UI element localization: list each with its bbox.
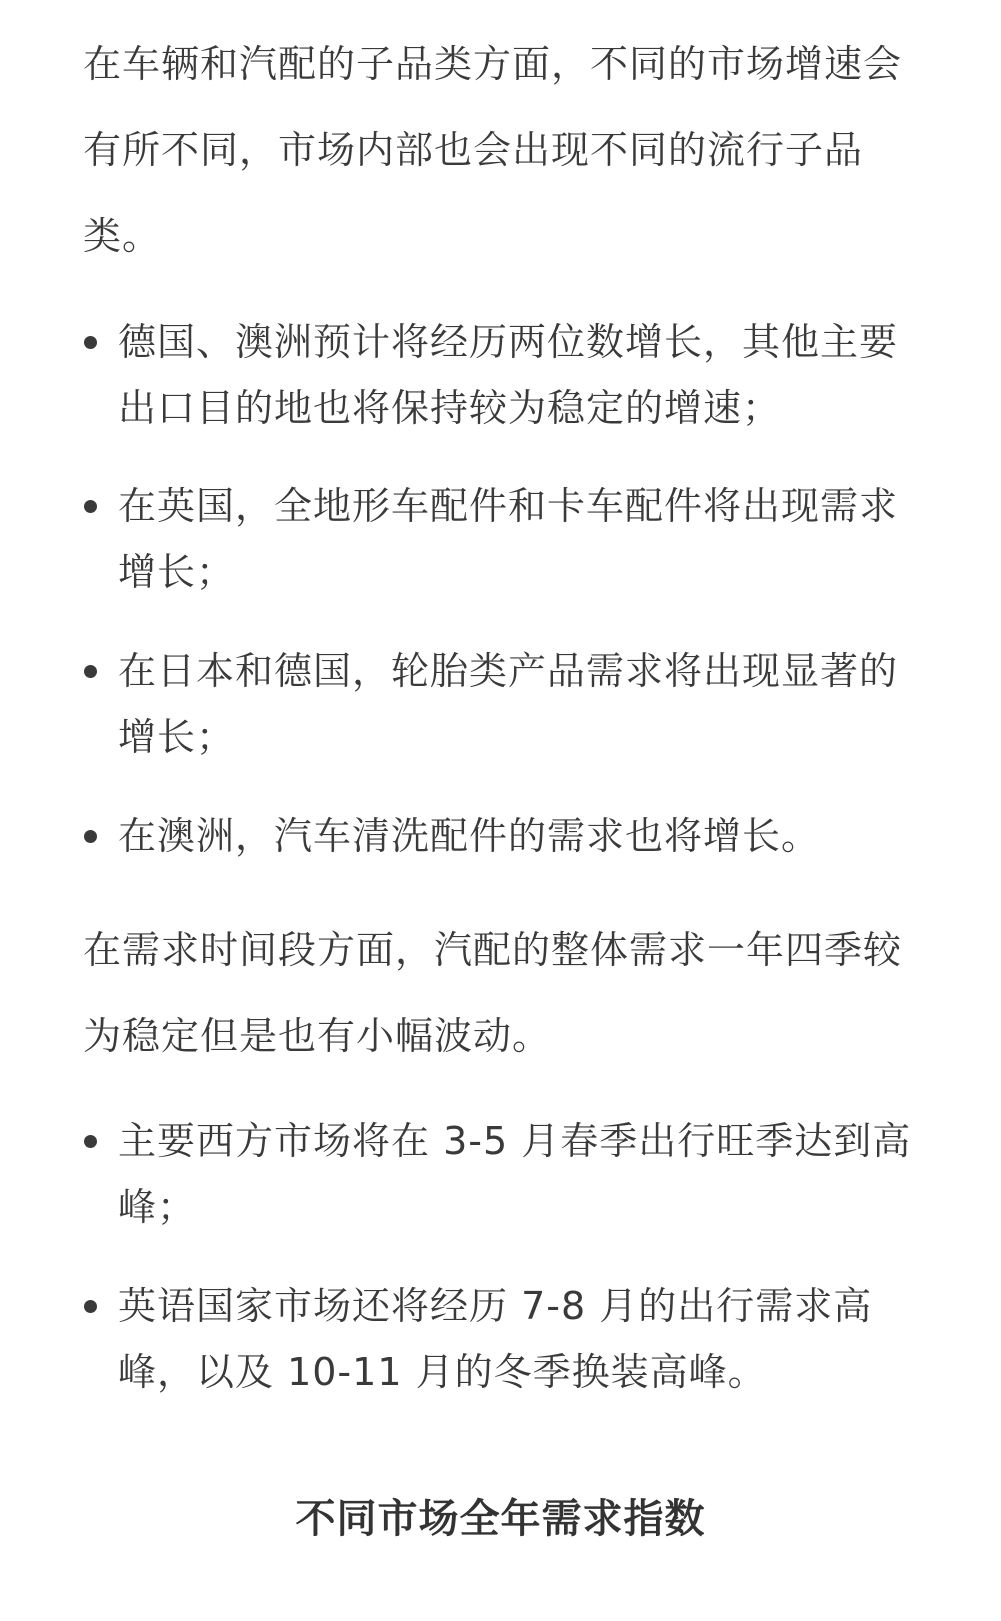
bullet-dot-icon [84, 1135, 97, 1148]
bullet-text: 在日本和德国，轮胎类产品需求将出现显著的增长； [118, 649, 899, 759]
intro-paragraph: 在车辆和汽配的子品类方面，不同的市场增速会有所不同，市场内部也会出现不同的流行子品类。 [83, 42, 903, 258]
bullet-text: 在英国，全地形车配件和卡车配件将出现需求增长； [118, 484, 899, 594]
seasonality-paragraph: 在需求时间段方面，汽配的整体需求一年四季较为稳定但是也有小幅波动。 [83, 928, 903, 1058]
bullet-dot-icon [84, 830, 97, 843]
bullet-text: 主要西方市场将在 3-5 月春季出行旺季达到高峰； [118, 1119, 912, 1229]
bullet-dot-icon [84, 665, 97, 678]
bullet-text: 德国、澳洲预计将经历两位数增长，其他主要出口目的地也将保持较为稳定的增速； [118, 320, 899, 430]
bullet-dot-icon [84, 1300, 97, 1313]
bullet-dot-icon [84, 500, 97, 513]
bullet-text: 英语国家市场还将经历 7-8 月的出行需求高峰，以及 10-11 月的冬季换装高峰。 [118, 1284, 873, 1394]
chart-heading: 不同市场全年需求指数 [295, 1496, 706, 1542]
bullet-dot-icon [84, 336, 97, 349]
bullet-text: 在澳洲，汽车清洗配件的需求也将增长。 [118, 814, 821, 858]
